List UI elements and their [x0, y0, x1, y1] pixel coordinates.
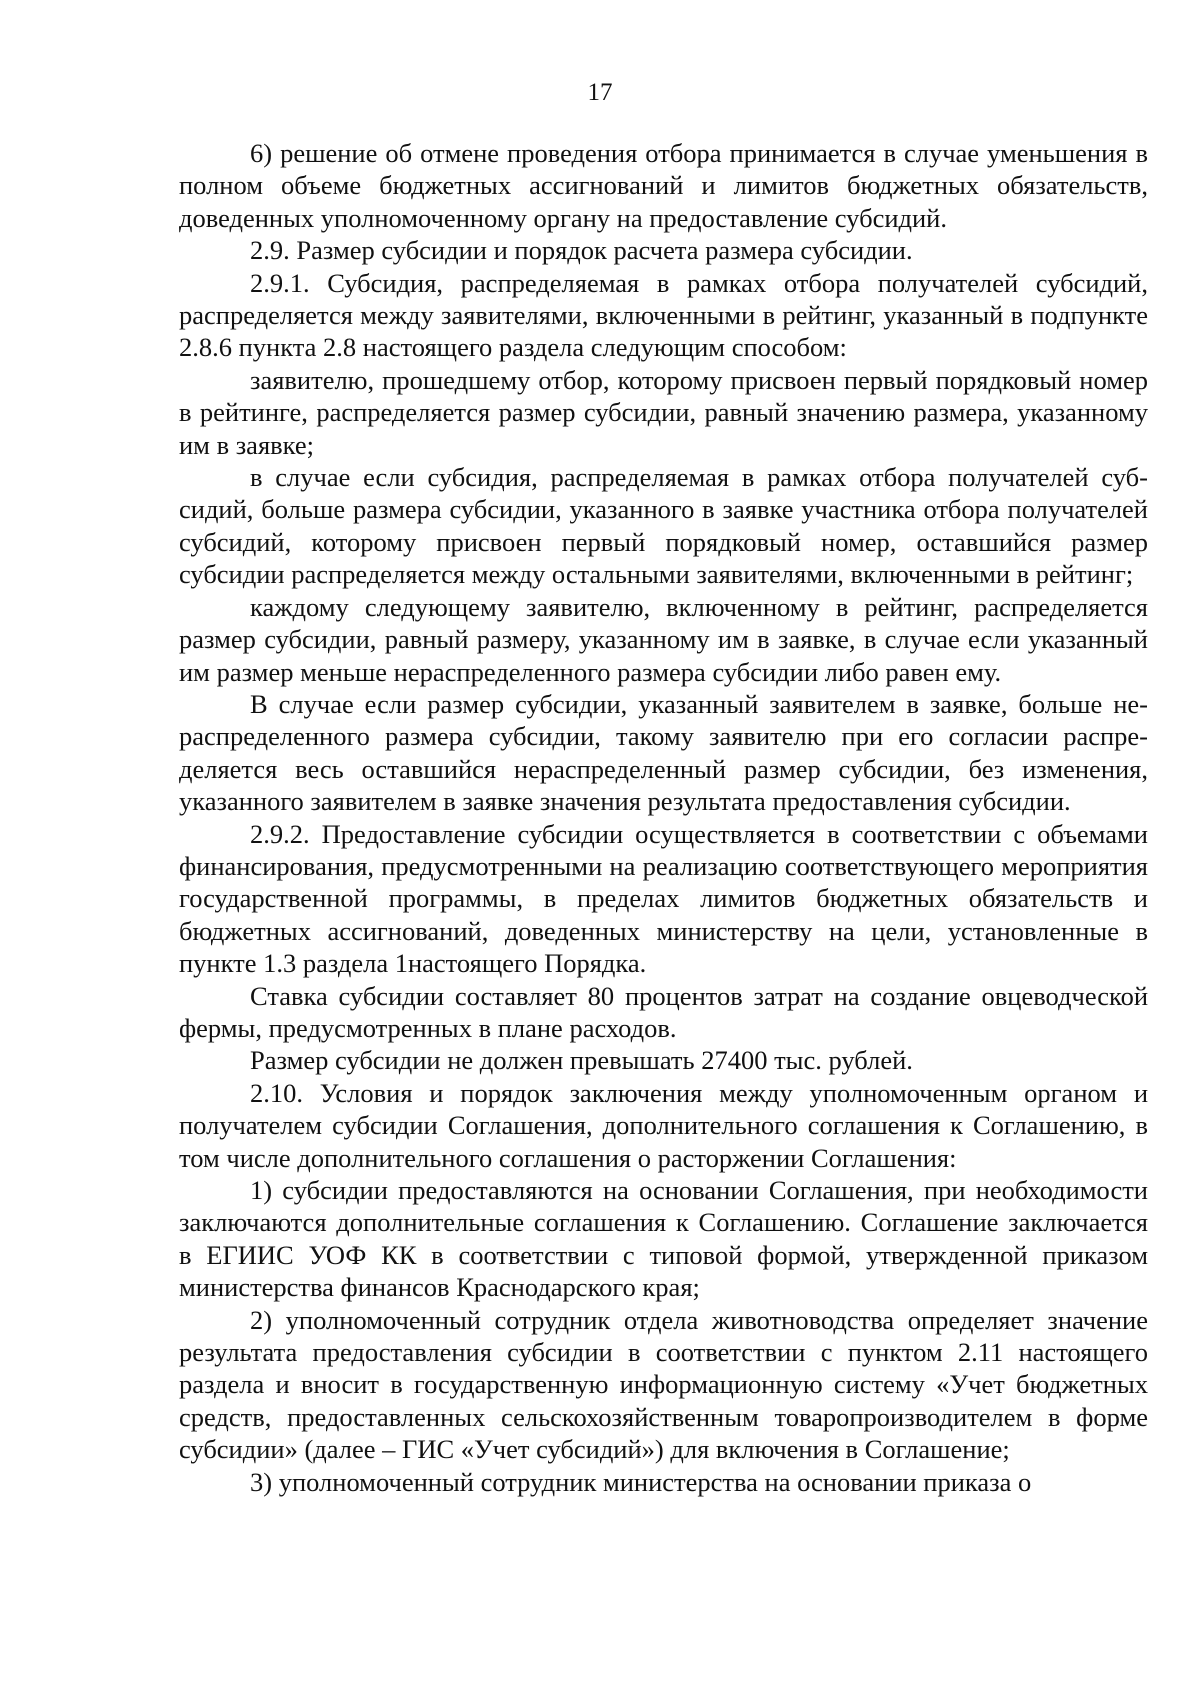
- paragraph-item-3: 3) уполномоченный сотрудник министерства на основании приказа о: [250, 1466, 1032, 1497]
- paragraph-2-9-1: 2.9.1. Субсидия, распределяемая в рамках отбора получателей субсидий, распределяется между заявителями, включенными в рейтинг, указанный в подпункте 2.8.6 пункта 2.8 настоящего раздела следующим способом:: [179, 267, 1148, 363]
- paragraph-exceeding-request: В случае если размер субсидии, указанный заявителем в заявке, больше нераспределенного размера субсидии, такому заявителю при его согласии распределяется весь оставшийся нераспределенный размер субсидии, без изменения, указанного заявителем в заявке значения результата предоставления субсидии.: [179, 688, 1148, 817]
- paragraph-6-cancel-selection: 6) решение об отмене проведения отбора принимается в случае уменьшения в полном объеме бюджетных ассигнований и лимитов бюджетных обязательств, доведенных уполномоченному органу на предоставление субсидий.: [179, 138, 1148, 233]
- paragraph-item-1: 1) субсидии предоставляются на основании Соглашения, при необходимости заключаются дополнительные соглашения к Соглашению. Соглашение заключается в ЕГИИС УОФ КК в соответствии с типовой формой, утвержденной приказом министерства финансов Краснодарского края;: [179, 1175, 1148, 1303]
- document-body: [179, 137, 1148, 1498]
- paragraph-subsidy-limit: Размер субсидии не должен превышать 27400 тыс. рублей.: [250, 1045, 913, 1076]
- paragraph-item-2: 2) уполномоченный сотрудник отдела животноводства определяет значение результата предоставления субсидии в соответствии с пунктом 2.11 настоящего раздела и вносит в государственную информационную систему «Учет бюджетных средств, предоставленных сельскохозяйственным товаропроизводителем в форме субсидии» (далее – ГИС «Учет субсидий») для включения в Соглашение;: [179, 1304, 1148, 1465]
- paragraph-2-10-heading: 2.10. Условия и порядок заключения между уполномоченным органом и получателем субсидии Соглашения, дополнительного соглашения к Соглашению, в том числе дополнительного соглашения о расторжении Соглашения:: [179, 1077, 1148, 1173]
- paragraph-2-9-heading: 2.9. Размер субсидии и порядок расчета размера субсидии.: [250, 235, 913, 266]
- paragraph-first-applicant: заявителю, прошедшему отбор, которому присвоен первый порядковый номер в рейтинге, распределяется размер субсидии, равный значению размера, указанному им в заявке;: [179, 364, 1148, 460]
- page-number: 17: [587, 79, 613, 106]
- paragraph-next-applicant: каждому следующему заявителю, включенному в рейтинг, распределяется размер субсидии, равный размеру, указанному им в заявке, в случае если указанный им размер меньше нераспределенного размера субсидии либо равен ему.: [179, 591, 1148, 687]
- paragraph-2-9-2: 2.9.2. Предоставление субсидии осуществляется в соответствии с объемами финансирования, предусмотренными на реализацию соответствующего мероприятия государственной программы, в пределах лимитов бюджетных обязательств и бюджетных ассигнований, доведенных министерству на цели, установленные в пункте 1.3 раздела 1настоящего Порядка.: [179, 818, 1148, 979]
- paragraph-remaining-subsidy: в случае если субсидия, распределяемая в рамках отбора получателей субсидий, больше размера субсидии, указанного в заявке участника отбора получателей субсидий, которому присвоен первый порядковый номер, оставшийся размер субсидии распределяется между остальными заявителями, включенными в рейтинг;: [179, 462, 1148, 590]
- paragraph-subsidy-rate: Ставка субсидии составляет 80 процентов затрат на создание овцеводческой фермы, предусмотренных в плане расходов.: [179, 980, 1148, 1043]
